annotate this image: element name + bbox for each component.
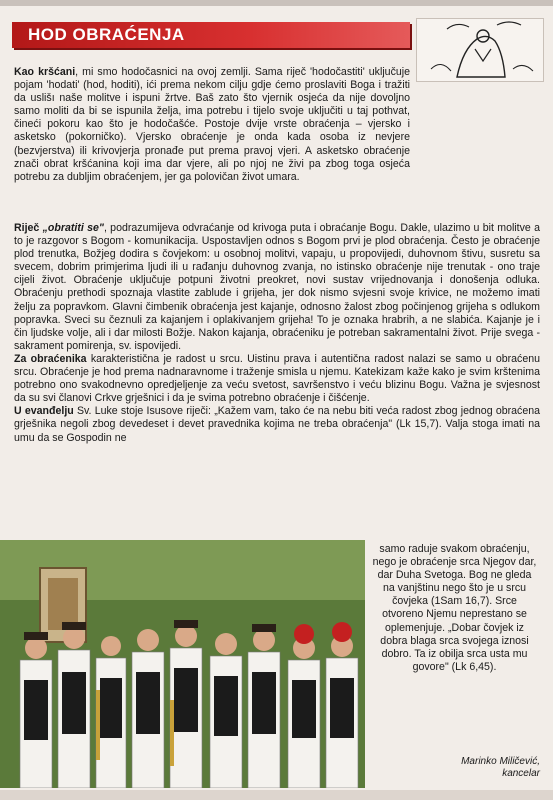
intro-text: , mi smo hodočasnici na ovoj zemlji. Sama riječ 'hodočastiti' uključuje pojam 'hodati' (hod, hoditi), ići prema nekom cilju gdje ćemo proslaviti Boga i tražiti da uslišı naše molitve i ispuni žrtve. Baš zato što vjernik osjeća da nije dovoljno samo moliti da bi se ispunila želja, ima potrebu i tijelo svoje uključiti u taj pothvat, čineći pokoru kao što je hodočašće. Postoje dvije vrste obraćenja – vjersko i asketsko (pokorničko). Vjersko obraćenje je onda kada osoba iz nevjere (bezvjerstva) ili krivovjerja pronađe put prema pravoj vjeri. A asketsko obraćenje znači obrat kršćanina koji ima dar vjere, ali po njoj ne živi pa zbog toga osjeća potrebu za dubljim obraćenjem, jer ga polovičan život umara. xyxy=(14,66,410,183)
illustration-image xyxy=(416,18,544,82)
signature xyxy=(420,756,540,780)
side-text: samo raduje svakom obraćenju, nego je obraćenje srca Njegov dar, dar Duha Svetoga. Bog ne gleda na vanjštinu nego što je u srcu čovjeka (1Sam 16,7). Srce otvoreno Njemu neprestano se oplemenjuje. „Dobar čovjek iz dobra blaga srca svojega iznosi dobro. Ta iz obilja srca usta mu govore" (Lk 6,45). xyxy=(372,543,537,673)
paragraph-obracenika xyxy=(14,353,540,405)
section3-text: karakteristična je radost u srcu. Uistinu prava i autentična radost nalazi se samo u obraćenu srcu. Obraćenje je hod prema nadnaravnome i traženje smisla u njemu. Katekizam kaže kako je svim krštenima potrebno ono svakodnevno opredjeljenje za veću svetost, savršenstvo i veću blizinu Bogu. Važna je svjesnost da su svi članovi Crkve grješnici i da je svima potrebno obraćenje i čišćenje. xyxy=(14,352,541,405)
pilgrims-photo xyxy=(0,540,365,788)
paragraph-evandelje xyxy=(14,405,540,444)
section4-text: Sv. Luke stoje Isusove riječi: „Kažem vam, tako će na nebu biti veća radost zbog jednog obraćena grješnika negoli zbog devedeset i devet pravednika kojima ne treba obraćenja" (Lk 15,7). Valja stoga imati na umu da se Gospodin ne xyxy=(14,405,540,444)
paragraph-intro xyxy=(14,66,410,184)
lead-za-obracenika: Za obraćenika xyxy=(14,352,87,365)
signature-role: kancelar xyxy=(502,768,540,779)
article-column-side xyxy=(372,543,537,674)
lead-obratiti-se: „obratiti se" xyxy=(42,222,104,234)
article-column-middle xyxy=(14,222,540,445)
top-edge xyxy=(0,0,553,6)
page-title: HOD OBRAĆENJA xyxy=(28,25,185,44)
lead-rijec: Riječ xyxy=(14,222,43,234)
praying-figure-icon xyxy=(417,19,543,81)
lead-kao-krscani: Kao kršćani xyxy=(14,66,76,78)
signature-name: Marinko Miličević, xyxy=(461,756,540,767)
pilgrim-procession-image xyxy=(0,540,365,788)
section2-text: , podrazumijeva odvraćanje od krivoga puta i obraćanje Bogu. Dakle, ulazimo u bit molitve a to je razgovor s Bogom - komunikacija. Uspostavljen odnos s Bogom prvi je plod obraćenja. Često je obraćenje plod trenutka, Božjeg dodira s čovjekom: u osobnoj molitvi, vapaju, u propovijedi, duhovnom štivu, susretu sa svecem, dobrim primjerima ljudi ili u rađanju duhovnog zvanja, no istinsko obraćenje nije trenutak - ono traje cijeli život. Obraćenje uključuje potpuni životni preokret, novi sustav vrijednovanja i donošenja odluka. Obraćenju prethodi spoznaja vlastite zablude i grijeha, jer dok nismo svjesni svoje krivice, ne možemo imati želju za popravkom. Glavni čimbenik obraćenja jest kajanje, odnosno žalost zbog počinjenog grijeha s odlukom popravka. Sveci su čeznuli za kajanjem i oplakivanjem grijeha! To je oznaka hrabrih, a ne slabića. Kajanje je i čin ljudske volje, ali i dar milosti Božje. Nakon kajanja, obraćeniku je potreban sakramentalni život. Prije svega - sakrament pomirenja, sv. ispovijedi. xyxy=(14,222,540,352)
lead-u-evandelju: U evanđelju xyxy=(14,405,74,418)
title-banner xyxy=(12,22,410,48)
page-bottom-edge xyxy=(0,790,553,800)
paragraph-obratiti xyxy=(14,222,540,353)
article-column-top xyxy=(14,66,410,184)
